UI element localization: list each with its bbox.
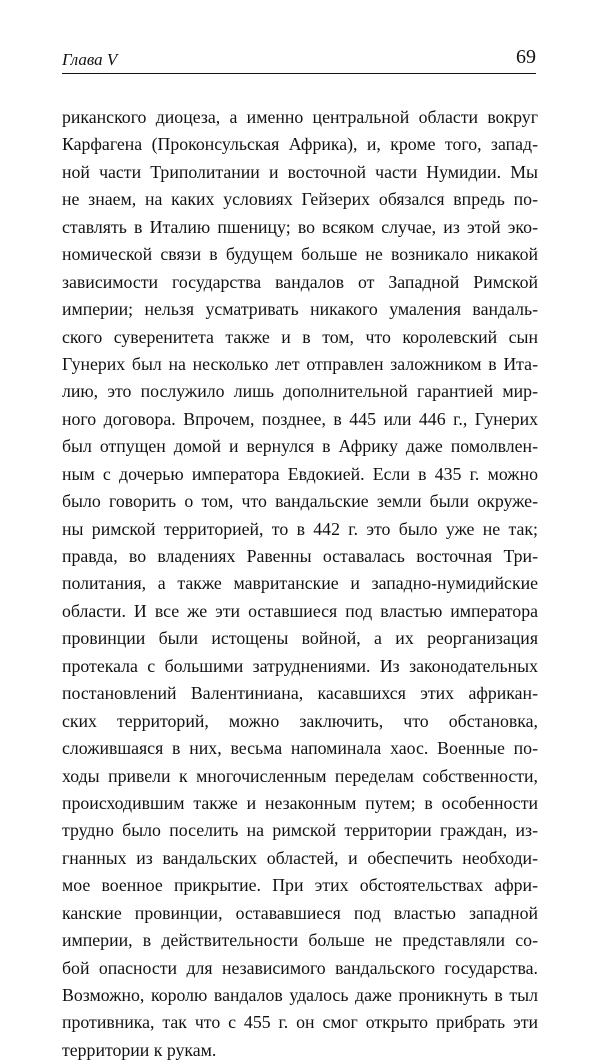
text-line: не знаем, на каких условиях Гейзерих обязался впредь по- [62,189,538,210]
text-line: трудно было поселить на римской территории граждан, из- [62,820,538,841]
text-line: гнанных из вандальских областей, и обеспечить необходи- [62,847,538,868]
text-line: ского суверенитета также и в том, что королевский сын [62,326,538,347]
text-line: бой опасности для независимого вандальского государства. [62,957,538,978]
text-line: правда, во владениях Равенны оставалась восточная Три- [62,546,538,566]
page-number: 69 [516,46,536,68]
text-line: ских территорий, можно заключить, что обстановка, [62,710,538,731]
text-line: зависимости государства вандалов от Западной Римской [62,271,538,292]
text-line: ным с дочерью императора Евдокией. Если в 435 г. можно [62,463,538,484]
running-head [62,44,536,74]
chapter-title: Глава V [62,50,118,69]
text-line: территории к рукам. [62,1039,217,1060]
text-line: происходившим также и незаконным путем; в особенности [62,792,538,813]
text-line: было говорить о том, что вандальские земли были окруже- [62,491,538,512]
text-line: ной части Триполитании и восточной части Нумидии. Мы [62,161,538,182]
text-line: империи; нельзя усматривать никакого умаления вандаль- [62,299,538,320]
text-line: ставлять в Италию пшеницу; во всяком случае, из этой эко- [62,216,538,237]
text-line: риканского диоцеза, а именно центральной области вокруг [62,107,538,127]
text-line: канские провинции, остававшиеся под властью западной [62,902,538,923]
text-line: Возможно, королю вандалов удалось даже проникнуть в тыл [62,985,538,1005]
text-line: Гунерих был на несколько лет отправлен заложником в Ита- [62,353,538,374]
text-line: лию, это послужило лишь дополнительной гарантией мир- [62,381,538,402]
text-line: постановлений Валентиниана, касавшихся этих африкан- [62,683,538,704]
text-line: противника, так что с 455 г. он смог открыто прибрать эти [62,1012,538,1033]
text-line: номической связи в будущем больше не возникало никакой [62,244,538,265]
text-line: ходы привели к многочисленным переделам собственности, [62,765,538,786]
text-line: области. И все же эти оставшиеся под властью императора [62,600,538,621]
text-line: ны римской территорией, то в 442 г. это было уже не так; [62,518,538,539]
text-line: политания, а также мавританские и западно-нумидийские [62,573,538,594]
text-line: ного договора. Впрочем, позднее, в 445 или 446 г., Гунерих [62,408,538,429]
header-rule [62,73,536,74]
body-text [62,104,538,1064]
text-line: Карфагена (Проконсульская Африка), и, кроме того, запад- [62,134,538,155]
text-line: провинции были истощены войной, а их реорганизация [62,628,538,649]
text-line: сложившаяся в них, весьма напоминала хаос. Военные по- [62,738,538,759]
text-line: был отпущен домой и вернулся в Африку даже помолвлен- [62,436,538,457]
text-line: протекала с большими затруднениями. Из законодательных [62,655,538,676]
text-line: империи, в действительности больше не представляли со- [62,930,538,951]
text-line: мое военное прикрытие. При этих обстоятельствах афри- [62,875,538,896]
